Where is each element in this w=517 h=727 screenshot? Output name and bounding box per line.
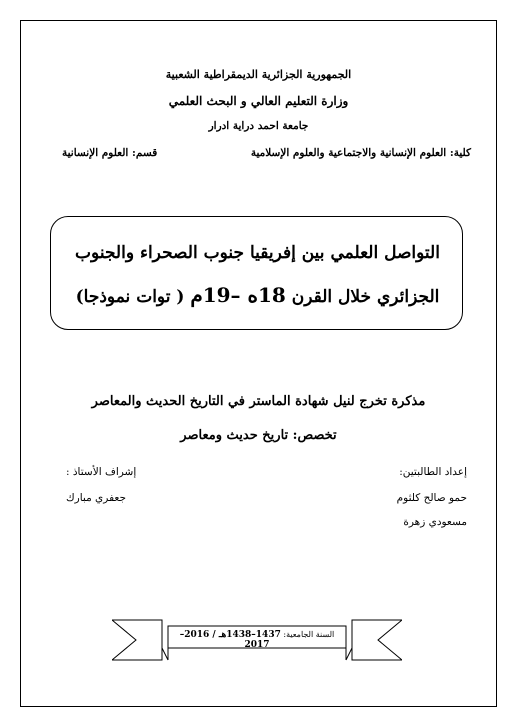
academic-year [168, 630, 346, 650]
title-line-2-start: الجزائري خلال القرن [285, 287, 440, 307]
thesis-purpose: مذكرة تخرج لنيل شهادة الماستر في التاريخ الحديث والمعاصر [91, 394, 426, 409]
students-label: إعداد الطالبتين: [399, 466, 467, 478]
title-line-1: التواصل العلمي بين إفريقيا جنوب الصحراء والجنوب [75, 243, 440, 263]
ministry-heading: وزارة التعليم العالي و البحث العلمي [168, 94, 349, 108]
department-label: قسم: العلوم الإنسانية [62, 147, 158, 159]
title-line-2 [51, 283, 464, 307]
academic-year-label: السنة الجامعية: [280, 630, 335, 639]
republic-heading: الجمهورية الجزائرية الديمقراطية الشعبية [165, 68, 352, 81]
academic-year-value: 1437–1438هـ / 2016–2017 [179, 630, 281, 650]
thesis-specialty: تخصص: تاريخ حديث ومعاصر [180, 428, 337, 443]
student-name-2: مسعودي زهرة [403, 516, 467, 528]
supervisor-label: إشراف الأستاذ : [66, 466, 137, 478]
title-box [50, 216, 463, 330]
title-line-2-end: ( توات نموذجا) [75, 287, 191, 307]
student-name-1: حمو صالح كلثوم [396, 492, 467, 504]
title-century: 18ه –19م [190, 283, 286, 307]
faculty-label: كلية: العلوم الإنسانية والاجتماعية والعلوم الإسلامية [250, 147, 471, 159]
university-heading: جامعة احمد دراية ادرار [208, 120, 309, 132]
supervisor-name: جعفري مبارك [66, 492, 126, 504]
